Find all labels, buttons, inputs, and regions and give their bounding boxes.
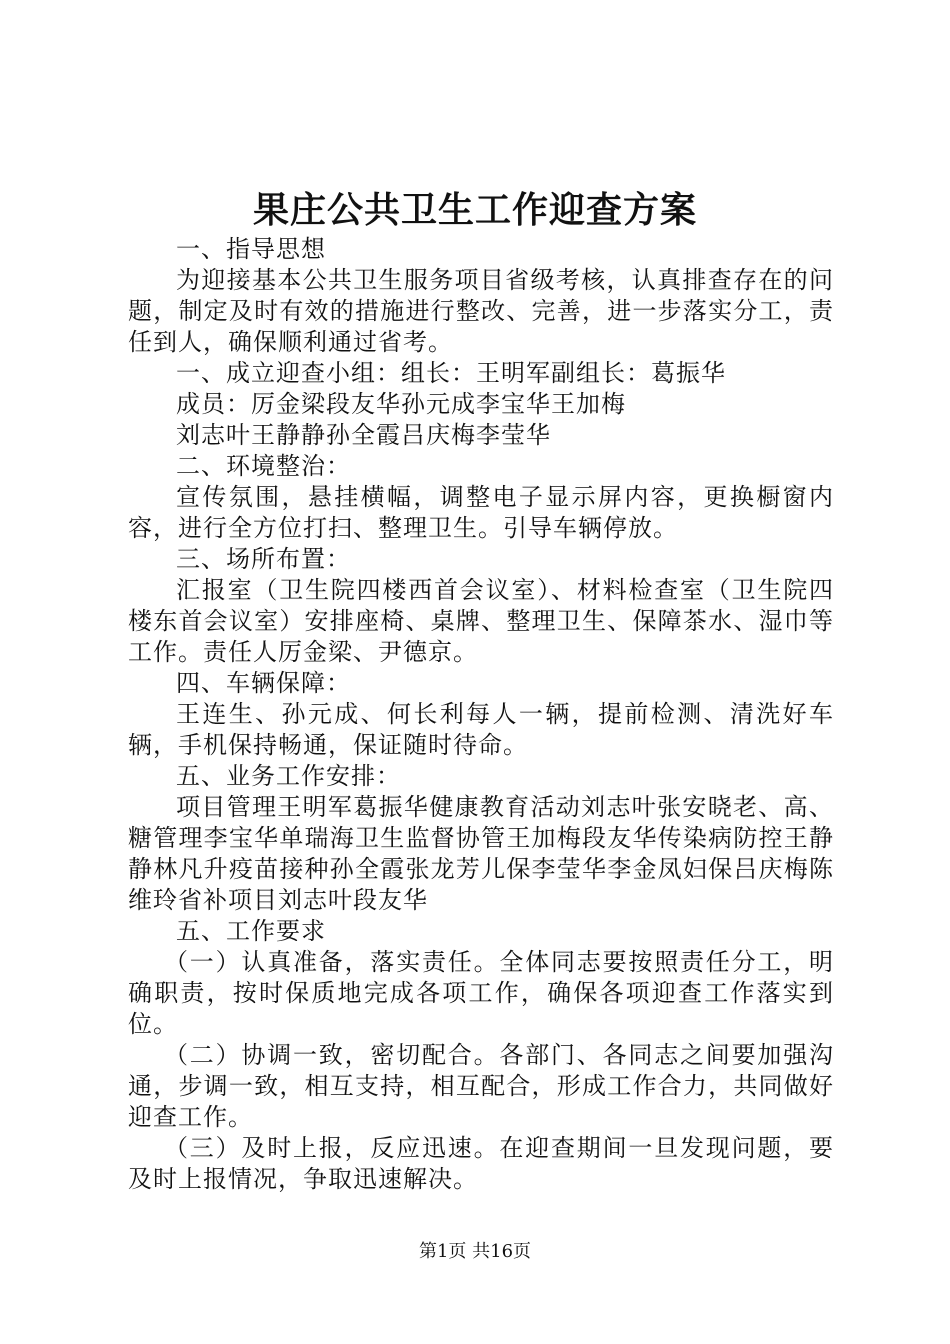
paragraph-members-line2: 刘志叶王静静孙全霞吕庆梅李莹华 <box>176 421 551 449</box>
paragraph-requirement-2: （二）协调一致，密切配合。各部门、各同志之间要加强沟通，步调一致，相互支持，相互配合，形成工作合力，共同做好迎查工作。 <box>128 1041 834 1131</box>
section-heading-requirements: 五、工作要求 <box>176 917 326 945</box>
section-heading-guiding-ideology: 一、指导思想 <box>176 235 326 263</box>
paragraph-vehicles: 王连生、孙元成、何长利每人一辆，提前检测、清洗好车辆，手机保持畅通，保证随时待命。 <box>128 700 834 759</box>
paragraph-inspection-group: 一、成立迎查小组：组长：王明军副组长：葛振华 <box>176 359 726 387</box>
section-heading-environment: 二、环境整治： <box>176 452 351 480</box>
paragraph-requirement-1: （一）认真准备，落实责任。全体同志要按照责任分工，明确职责，按时保质地完成各项工作，确保各项迎查工作落实到位。 <box>128 948 834 1038</box>
document-body <box>128 234 834 1195</box>
page-footer: 第1页 共16页 <box>418 1241 532 1262</box>
paragraph-environment: 宣传氛围，悬挂横幅，调整电子显示屏内容，更换橱窗内容，进行全方位打扫、整理卫生。引导车辆停放。 <box>128 483 834 542</box>
document-title: 果庄公共卫生工作迎查方案 <box>252 189 697 231</box>
paragraph-members-line1: 成员：厉金梁段友华孙元成李宝华王加梅 <box>176 390 626 418</box>
paragraph-requirement-3: （三）及时上报，反应迅速。在迎查期间一旦发现问题，要及时上报情况，争取迅速解决。 <box>128 1134 834 1193</box>
section-heading-vehicles: 四、车辆保障： <box>176 669 351 697</box>
paragraph-venue: 汇报室（卫生院四楼西首会议室）、材料检查室（卫生院四楼东首会议室）安排座椅、桌牌、整理卫生、保障茶水、湿巾等工作。责任人厉金梁、尹德京。 <box>128 576 834 666</box>
paragraph-guiding-ideology: 为迎接基本公共卫生服务项目省级考核，认真排查存在的问题，制定及时有效的措施进行整改、完善，进一步落实分工，责任到人，确保顺利通过省考。 <box>128 266 834 356</box>
section-heading-venue: 三、场所布置： <box>176 545 351 573</box>
paragraph-business: 项目管理王明军葛振华健康教育活动刘志叶张安晓老、高、糖管理李宝华单瑞海卫生监督协管王加梅段友华传染病防控王静静林凡升疫苗接种孙全霞张龙芳儿保李莹华李金凤妇保吕庆梅陈维玲省补项目刘志叶段友华 <box>128 793 834 914</box>
section-heading-business: 五、业务工作安排： <box>176 762 401 790</box>
